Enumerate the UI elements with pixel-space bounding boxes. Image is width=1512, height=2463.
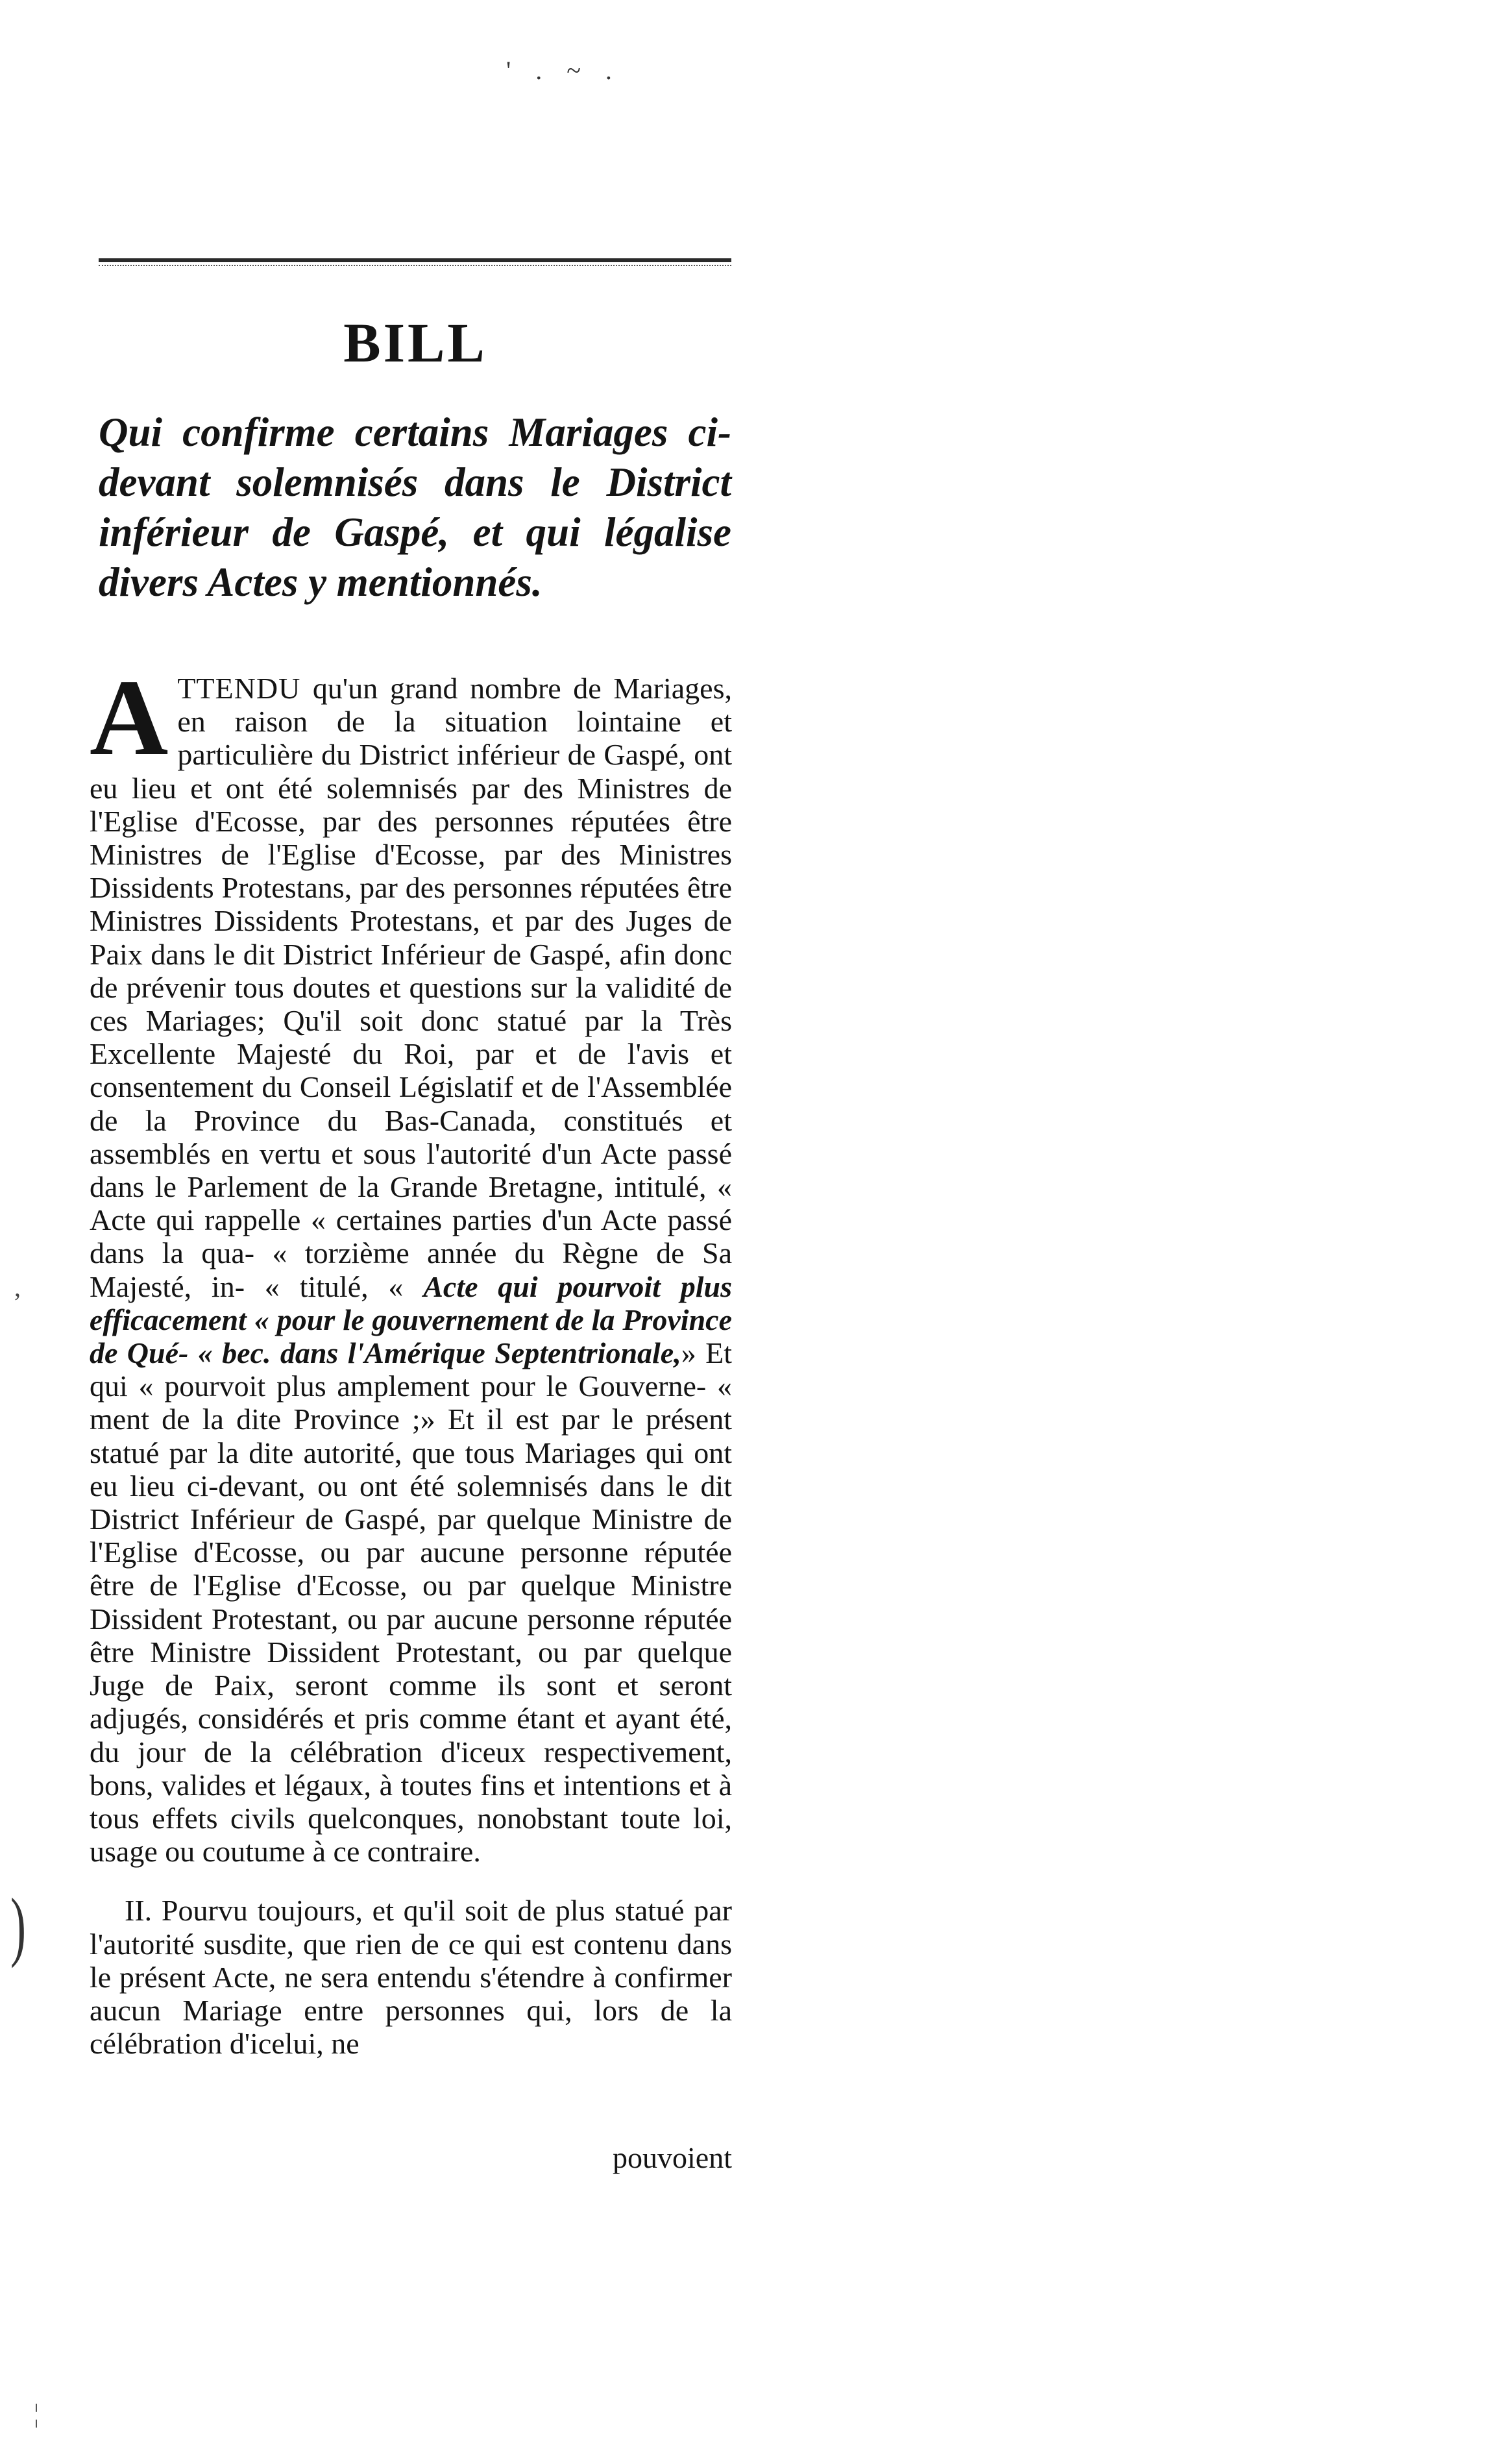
top-rule-dotted — [99, 265, 731, 266]
header-marks: ' . ~ . — [506, 56, 621, 85]
preamble-italic-citation: Acte qui pourvoit plus efficacement « pour le gouvernement de la Province de Qué- « bec. dans l'Amérique Septentrionale, — [90, 1269, 732, 1370]
preamble-text-b: » Et qui « pourvoit plus amplement pour le Gouverne- « ment de la dite Province ;» Et il est par le présent statué par la dite autorité, que tous Mariages qui ont eu lieu ci-devant, ou ont été solemnisés dans le dit District Inférieur de Gaspé, par quelque Ministre de l'Eglise d'Ecosse, ou par aucune personne réputée être de l'Eglise d'Ecosse, ou par quelque Ministre Dissident Protestant, ou par aucune personne réputée être Ministre Dissident Protestant, ou par quelque Juge de Paix, seront comme ils sont et seront adjugés, considérés et pris comme étant et ayant été, du jour de la célébration d'iceux respectivement, bons, valides et légaux, à toutes fins et intentions et à tous effets civils quelconques, nonobstant toute loi, usage ou coutume à ce contraire. — [90, 1336, 732, 1869]
corner-mark: ¦ — [34, 2399, 40, 2428]
margin-brace: ) — [10, 1882, 26, 1968]
document-subtitle: Qui confirme certains Mariages ci-devant solemnisés dans le District inférieur de Gaspé, et qui légalise divers Actes y mentionnés. — [99, 410, 731, 605]
margin-mark: ‚ — [13, 1273, 22, 1302]
top-rule — [99, 258, 731, 262]
bill-body — [90, 657, 732, 2061]
document-title: BILL — [343, 312, 487, 374]
paragraph-preamble — [90, 657, 732, 1869]
drop-cap: A — [90, 657, 169, 778]
catchword: pouvoient — [613, 2141, 732, 2174]
preamble-intro-word: TTENDU — [177, 672, 301, 705]
preamble-text-a: qu'un grand nombre de Mariages, en raison de la situation lointaine et particulière du District inférieur de Gaspé, ont eu lieu et ont été solemnisés par des Ministres de l'Eglise d'Ecosse, par des personnes réputées être Ministres de l'Eglise d'Ecosse, par des Ministres Dissidents Protestans, par des personnes réputées être Ministres Dissidents Protestans, et par des Juges de Paix dans le dit District Inférieur de Gaspé, afin donc de prévenir tous doutes et questions sur la validité de ces Mariages; Qu'il soit donc statué par la Très Excellente Majesté du Roi, par et de l'avis et consentement du Conseil Législatif et de l'Assemblée de la Province du Bas-Canada, constitués et assemblés en vertu et sous l'autorité d'un Acte passé dans le Parlement de la Grande Bretagne, intitulé, « Acte qui rappelle « certaines parties d'un Acte passé dans la qua- « torzième année du Règne de Sa Majesté, in- « titulé, « — [90, 672, 732, 1303]
paragraph-section-2: II. Pourvu toujours, et qu'il soit de plus statué par l'autorité susdite, que rien de ce qui est contenu dans le présent Acte, ne sera entendu s'étendre à confirmer aucun Mariage entre personnes qui, lors de la célébration d'icelui, ne — [90, 1894, 732, 2061]
